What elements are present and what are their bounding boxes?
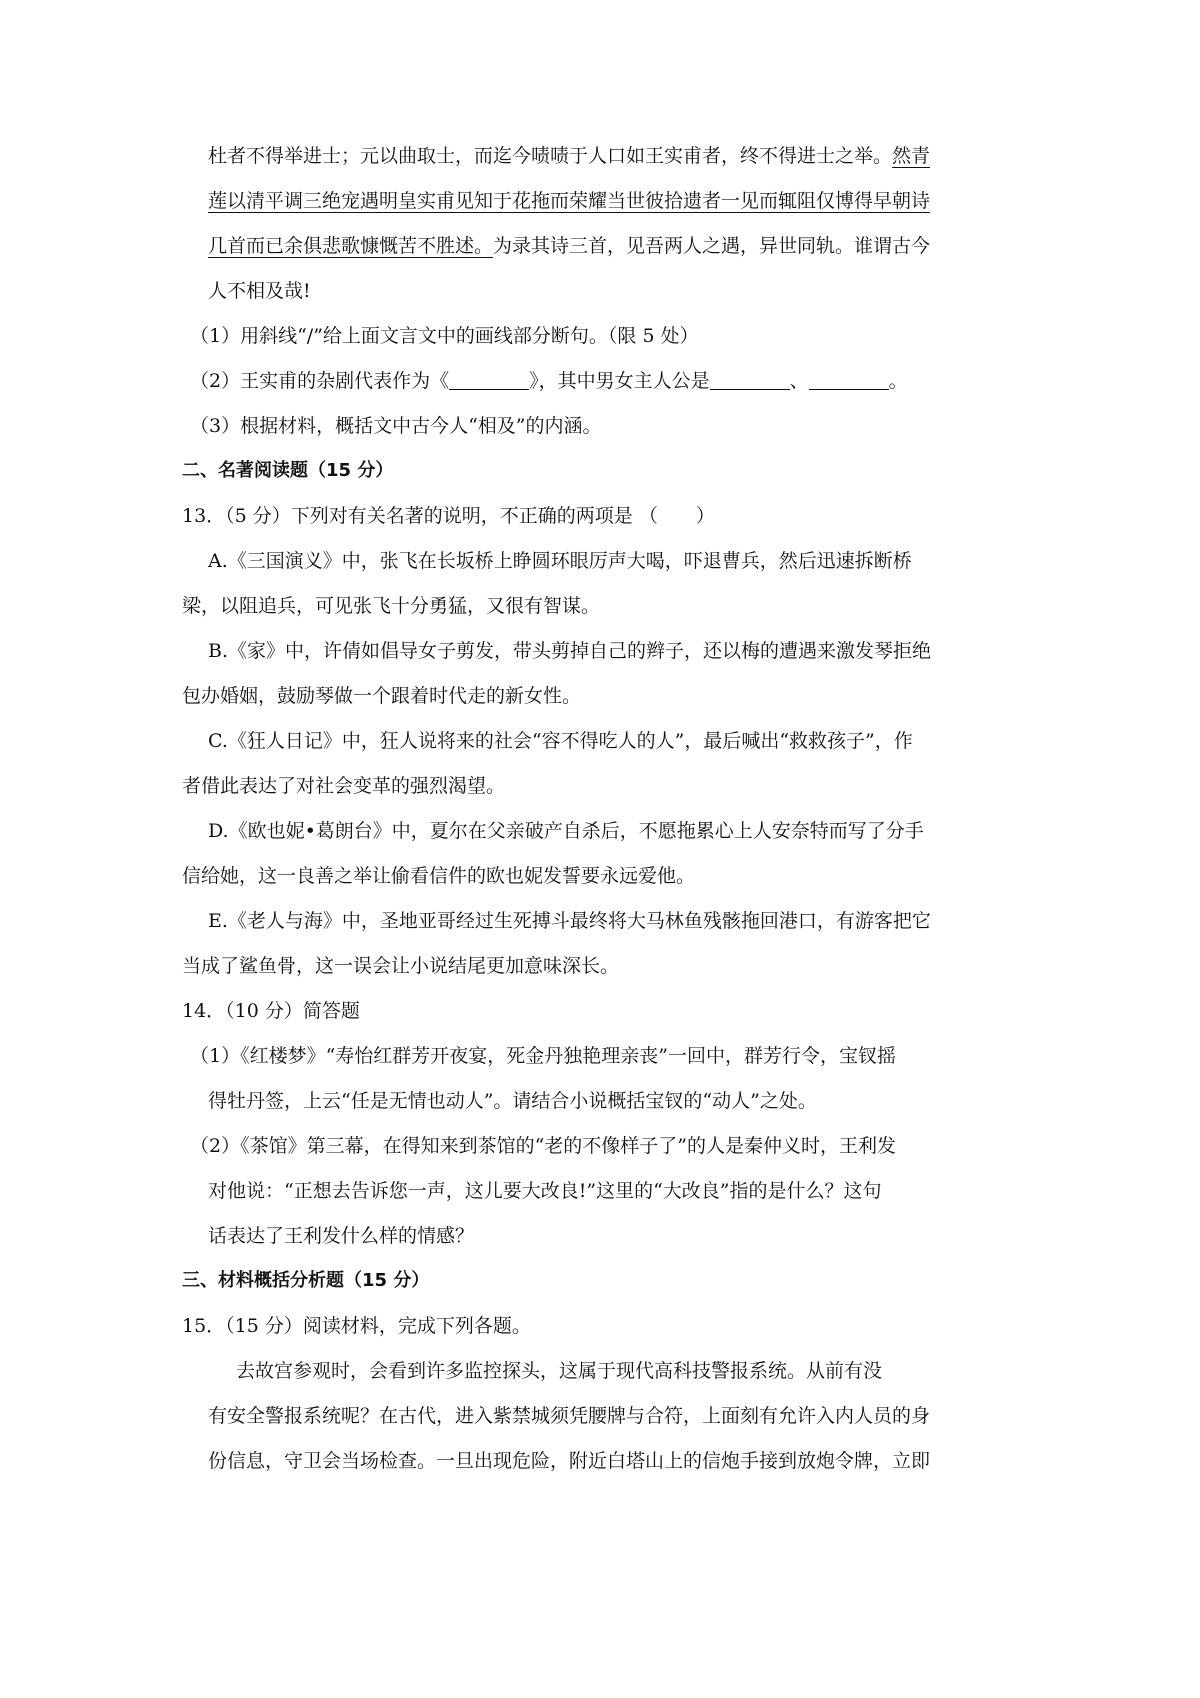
q12-sub-1: （1）用斜线“/”给上面文言文中的画线部分断句。（限 5 处） [190,325,699,347]
section-heading: 二、名著阅读题（15 分） [182,460,394,481]
answer-blank[interactable] [710,370,790,390]
question-stem: 13．（5 分）下列对有关名著的说明，不正确的两项是 （ ） [182,505,715,527]
passage-text: 杜者不得举进士；元以曲取士，而迄今啧啧于人口如王实甫者，终不得进士之举。 [208,145,893,167]
option-a-line-1: A.《三国演义》中，张飞在长坂桥上睁圆环眼厉声大喝，吓退曹兵，然后迅速拆断桥 [208,550,912,572]
q14-sub-2-line-1: （2）《茶馆》第三幕，在得知来到茶馆的“老的不像样子了”的人是秦仲义时，王利发 [190,1135,897,1157]
q12-sub-2 [190,368,908,394]
option-c-line-1: C.《狂人日记》中，狂人说将来的社会“容不得吃人的人”，最后喊出“救救孩子”，作 [208,730,913,752]
passage-line-3 [208,233,930,259]
option-e-line-1: E.《老人与海》中，圣地亚哥经过生死搏斗最终将大马林鱼残骸拖回港口，有游客把它 [208,910,931,932]
option-b-line-1: B.《家》中，许倩如倡导女子剪发，带头剪掉自己的辫子，还以梅的遭遇来激发琴拒绝 [208,640,932,662]
option-c-line-2: 者借此表达了对社会变革的强烈渴望。 [182,775,506,797]
q14-sub-1-line-1: （1）《红楼梦》“寿怡红群芳开夜宴，死金丹独艳理亲丧”一回中，群芳行令，宝钗摇 [190,1045,897,1067]
option-d-line-1: D.《欧也妮•葛朗台》中，夏尔在父亲破产自杀后，不愿拖累心上人安奈特而写了分手 [208,820,924,842]
answer-blank[interactable] [809,370,889,390]
q12-sub-2-text: （2）王实甫的杂剧代表作为《 [190,370,450,392]
option-b-line-2: 包办婚姻，鼓励琴做一个跟着时代走的新女性。 [182,685,582,707]
material-line-1: 去故宫参观时，会看到许多监控探头，这属于现代高科技警报系统。从前有没 [236,1360,883,1382]
question-stem: 14．（10 分）简答题 [182,1000,360,1022]
material-line-2: 有安全警报系统呢？在古代，进入紫禁城须凭腰牌与合符，上面刻有允许入内人员的身 [208,1405,931,1427]
passage-text: 为录其诗三首，见吾两人之遇，异世同轨。谁谓古今 [493,235,931,257]
section-heading: 三、材料概括分析题（15 分） [182,1270,430,1291]
option-e-line-2: 当成了鲨鱼骨，这一误会让小说结尾更加意味深长。 [182,955,620,977]
option-a-line-2: 梁，以阻追兵，可见张飞十分勇猛，又很有智谋。 [182,595,601,617]
q14-sub-2-line-2: 对他说：“正想去告诉您一声，这儿要大改良!”这里的“大改良”指的是什么？这句 [208,1180,882,1202]
q12-sub-2-text: 。 [888,370,908,392]
answer-blank[interactable] [449,370,529,390]
passage-line-4: 人不相及哉! [208,280,311,302]
underlined-passage-text: 然青 [892,145,931,167]
q12-sub-3: （3）根据材料，概括文中古今人“相及”的内涵。 [190,415,602,437]
q14-sub-2-line-3: 话表达了王利发什么样的情感？ [208,1225,475,1247]
option-d-line-2: 信给她，这一良善之举让偷看信件的欧也妮发誓要永远爱他。 [182,865,696,887]
q12-sub-2-text: 》，其中男女主人公是 [529,370,710,392]
passage-line-2: 莲以清平调三绝宠遇明皇实甫见知于花拖而荣耀当世彼拾遗者一见而辄阻仅博得早朝诗 [208,190,931,212]
passage-line-1 [208,143,930,169]
underlined-passage-text: 几首而已余俱悲歌慷慨苦不胜述。 [208,235,494,257]
question-stem: 15．（15 分）阅读材料，完成下列各题。 [182,1315,531,1337]
q12-sub-2-text: 、 [789,370,809,392]
material-line-3: 份信息，守卫会当场检查。一旦出现危险，附近白塔山上的信炮手接到放炮令牌，立即 [208,1450,931,1472]
q14-sub-1-line-2: 得牡丹签，上云“任是无情也动人”。请结合小说概括宝钗的“动人”之处。 [208,1090,817,1112]
